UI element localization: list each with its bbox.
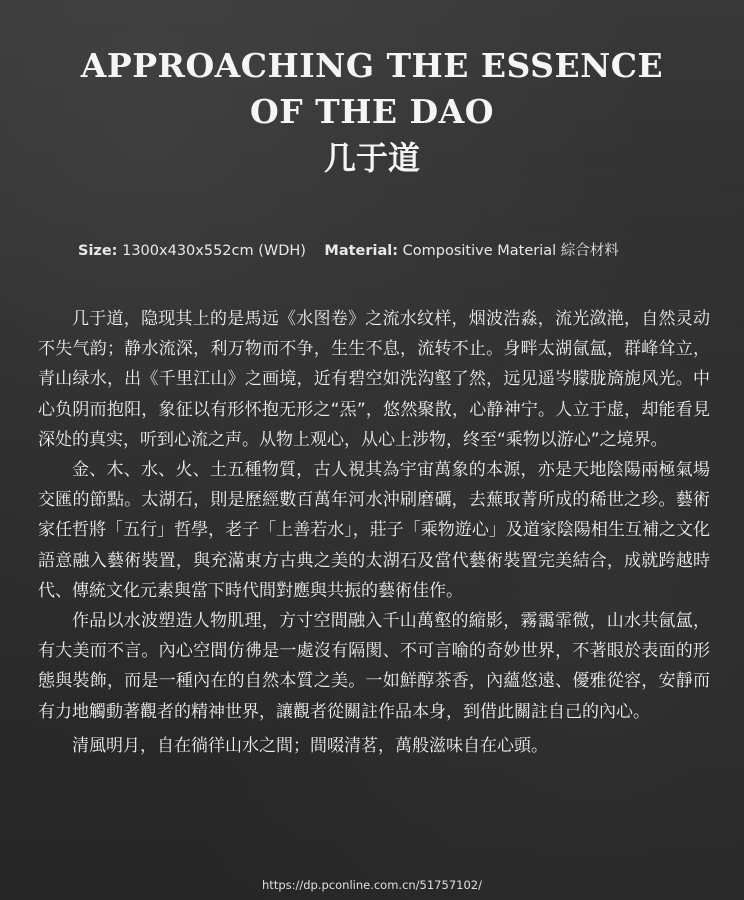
- paragraph-2: 金、木、水、火、土五種物質，古人視其為宇宙萬象的本源，亦是天地陰陽兩極氣場交匯的節點。太湖石，則是歷經數百萬年河水沖刷磨礪，去蕪取菁所成的稀世之珍。藝術家任哲將「五行」哲學，老子「上善若水」，莊子「乘物遊心」及道家陰陽相生互補之文化語意融入藝術裝置，與充滿東方古典之美的太湖石及當代藝術裝置完美結合，成就跨越時代、傳統文化元素與當下時代間對應與共振的藝術佳作。: [38, 460, 710, 601]
- title-chinese: 几于道: [323, 139, 420, 177]
- title-english-line1: APPROACHING THE ESSENCE: [80, 46, 664, 85]
- paragraph-3: 作品以水波塑造人物肌理，方寸空間融入千山萬壑的縮影，霧靄霏微，山水共氤氲，有大美而不言。內心空間仿彿是一處沒有隔閡、不可言喻的奇妙世界，不著眼於表面的形態與裝飾，而是一種內在的自然本質之美。一如鮮醇茶香，內蘊悠遠、優雅從容，安靜而有力地觸動著觀者的精神世界，讓觀者從關註作品本身，到借此關註自己的內心。: [38, 611, 710, 722]
- material-label: Material:: [324, 243, 399, 259]
- watermark-url: https://dp.pconline.com.cn/51757102/: [262, 878, 482, 892]
- size-value: 1300x430x552cm (WDH): [122, 243, 306, 259]
- description-body: [38, 304, 710, 761]
- paragraph-4: 清風明月，自在徜徉山水之間；間啜清茗，萬般滋味自在心頭。: [72, 735, 548, 756]
- paragraph-1: 几于道，隐现其上的是馬远《水图卷》之流水纹样，烟波浩淼，流光潋滟，自然灵动不失气韵；静水流深，利万物而不争，生生不息，流转不止。身畔太湖氤氲，群峰耸立，青山绿水，出《千里江山》之画境，近有碧空如洗沟壑了然，远见遥岑朦胧旖旎风光。中心负阴而抱阳，象征以有形怀抱无形之“炁”，悠然聚散，心静神宁。人立于虚，却能看見深处的真实，听到心流之声。从物上观心，从心上涉物，终至“乘物以游心”之境界。: [38, 309, 710, 450]
- material-value: Compositive Material 綜合材料: [402, 243, 619, 259]
- title-english-line2: OF THE DAO: [249, 92, 494, 131]
- size-label: Size:: [78, 243, 118, 259]
- artwork-specs: [78, 240, 619, 262]
